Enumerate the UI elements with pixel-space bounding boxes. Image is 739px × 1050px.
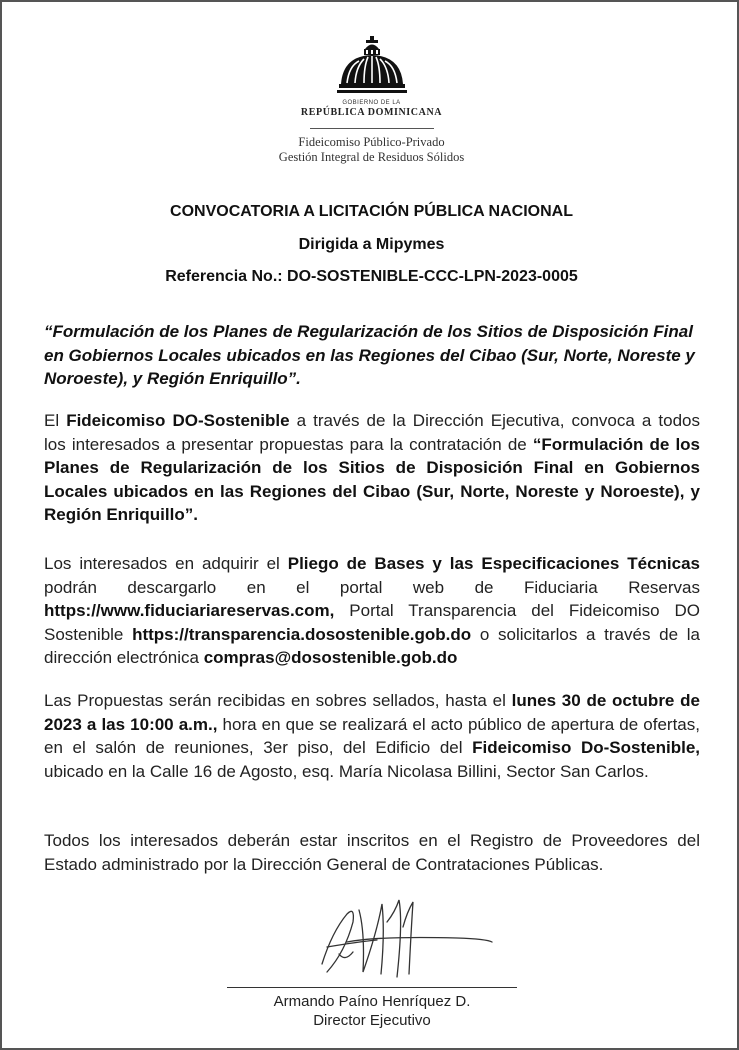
document-reference: Referencia No.: DO-SOSTENIBLE-CCC-LPN-2023-0005 — [165, 268, 578, 285]
p3-deadline: lunes 30 de octubre de 2023 a las 10:00 a.m., — [44, 691, 700, 734]
government-dome-logo — [337, 36, 407, 98]
p3-text-2: hora en que se realizará el acto público de apertura de ofertas, en el salón de reuniones, 3er piso, del Edificio del — [44, 714, 700, 757]
p2-text-2: podrán descargarlo en el portal web de Fiduciaria Reservas — [44, 577, 700, 597]
paragraph-submission — [44, 689, 700, 783]
transparency-url-link[interactable]: https://transparencia.dosostenible.gob.do — [132, 624, 472, 644]
document-audience: Dirigida a Mipymes — [298, 236, 445, 253]
signatory-role: Director Ejecutivo — [313, 1012, 431, 1029]
tender-subject: “Formulación de los Planes de Regularización de los Sitios de Disposición Final en Gobiernos Locales ubicados en las Regiones del Cibao (Sur, Norte, Noreste y Noroeste), y Región Enriquillo”. — [44, 322, 695, 388]
header-divider — [310, 128, 434, 129]
p3-text-3: ubicado en la Calle 16 de Agosto, esq. María Nicolasa Billini, Sector San Carlos. — [44, 761, 649, 781]
fiduciaria-url-link[interactable]: https://www.fiduciariareservas.com, — [44, 601, 335, 620]
purchases-email-link[interactable]: compras@dosostenible.gob.do — [203, 648, 458, 667]
p2-text-1: Los interesados en adquirir el — [44, 554, 288, 573]
p3-text-1: Las Propuestas serán recibidas en sobres sellados, hasta el — [44, 691, 512, 710]
signature-area — [227, 892, 517, 992]
p2-text-3: Portal Transparencia del Fideicomiso DO Sostenible — [44, 601, 700, 644]
government-label-large: REPÚBLICA DOMINICANA — [300, 107, 443, 118]
p1-text-2: a través de la Dirección Ejecutiva, convoca a todos los interesados a presentar propuestas para la contratación de — [44, 411, 700, 454]
p1-project-name: “Formulación de los Planes de Regularización de los Sitios de Disposición Final en Gobiernos Locales ubicados en las Regiones del Cibao (Sur, Norte, Noreste y Noroeste), y Región Enriquillo”. — [44, 434, 701, 524]
p2-specs-name: Pliego de Bases y las Especificaciones Técnicas — [287, 554, 701, 573]
header-logo-block — [2, 36, 739, 165]
signature-line — [227, 987, 517, 988]
paragraph-call — [44, 409, 700, 527]
signatory-block — [227, 992, 517, 1030]
government-label-small: GOBIERNO DE LA — [342, 100, 401, 106]
trust-name-line1: Fideicomiso Público-Privado — [298, 135, 445, 149]
signatory-name: Armando Paíno Henríquez D. — [273, 993, 471, 1010]
paragraph-registration: Todos los interesados deberán estar inscritos en el Registro de Proveedores del Estado administrado por la Dirección General de Contrataciones Públicas. — [44, 831, 700, 874]
p1-text-1: El — [44, 411, 67, 430]
p3-trust-name: Fideicomiso Do-Sostenible, — [472, 738, 700, 757]
trust-name-line2: Gestión Integral de Residuos Sólidos — [278, 150, 465, 164]
paragraph-documents — [44, 552, 700, 670]
p1-trust-name: Fideicomiso DO-Sostenible — [66, 411, 290, 430]
handwritten-signature — [227, 892, 517, 992]
document-title: CONVOCATORIA A LICITACIÓN PÚBLICA NACIONAL — [170, 203, 573, 220]
p2-text-4: o solicitarlos a través de la dirección electrónica — [44, 624, 700, 667]
